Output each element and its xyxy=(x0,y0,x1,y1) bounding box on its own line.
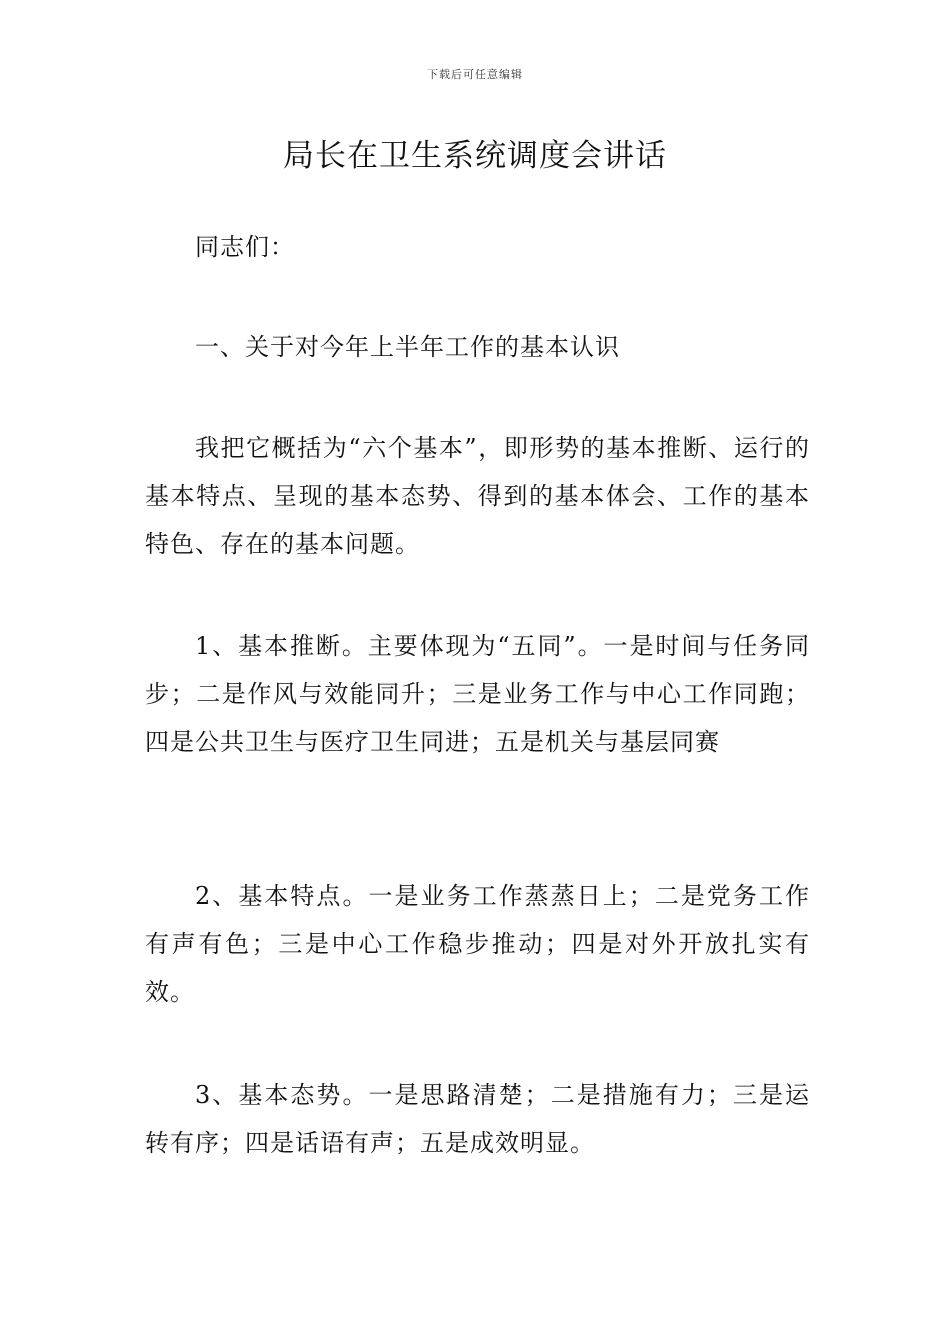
paragraph-basic-judgment: 1、基本推断。主要体现为“五同”。一是时间与任务同步；二是作风与效能同升；三是业务工作与中心工作同跑；四是公共卫生与医疗卫生同进；五是机关与基层同赛 xyxy=(145,632,810,756)
section-heading-1: 一、关于对今年上半年工作的基本认识 xyxy=(195,333,620,361)
document-title: 局长在卫生系统调度会讲话 xyxy=(283,138,667,174)
salutation: 同志们： xyxy=(195,233,295,261)
paragraph-basic-trend: 3、基本态势。一是思路清楚；二是措施有力；三是运转有序；四是话语有声；五是成效明显。 xyxy=(145,1081,810,1157)
header-note: 下载后可任意编辑 xyxy=(427,68,523,81)
paragraph-six-basics: 我把它概括为“六个基本”，即形势的基本推断、运行的基本特点、呈现的基本态势、得到的基本体会、工作的基本特色、存在的基本问题。 xyxy=(145,434,810,558)
paragraph-basic-features: 2、基本特点。一是业务工作蒸蒸日上；二是党务工作有声有色；三是中心工作稳步推动；四是对外开放扎实有效。 xyxy=(145,882,810,1006)
